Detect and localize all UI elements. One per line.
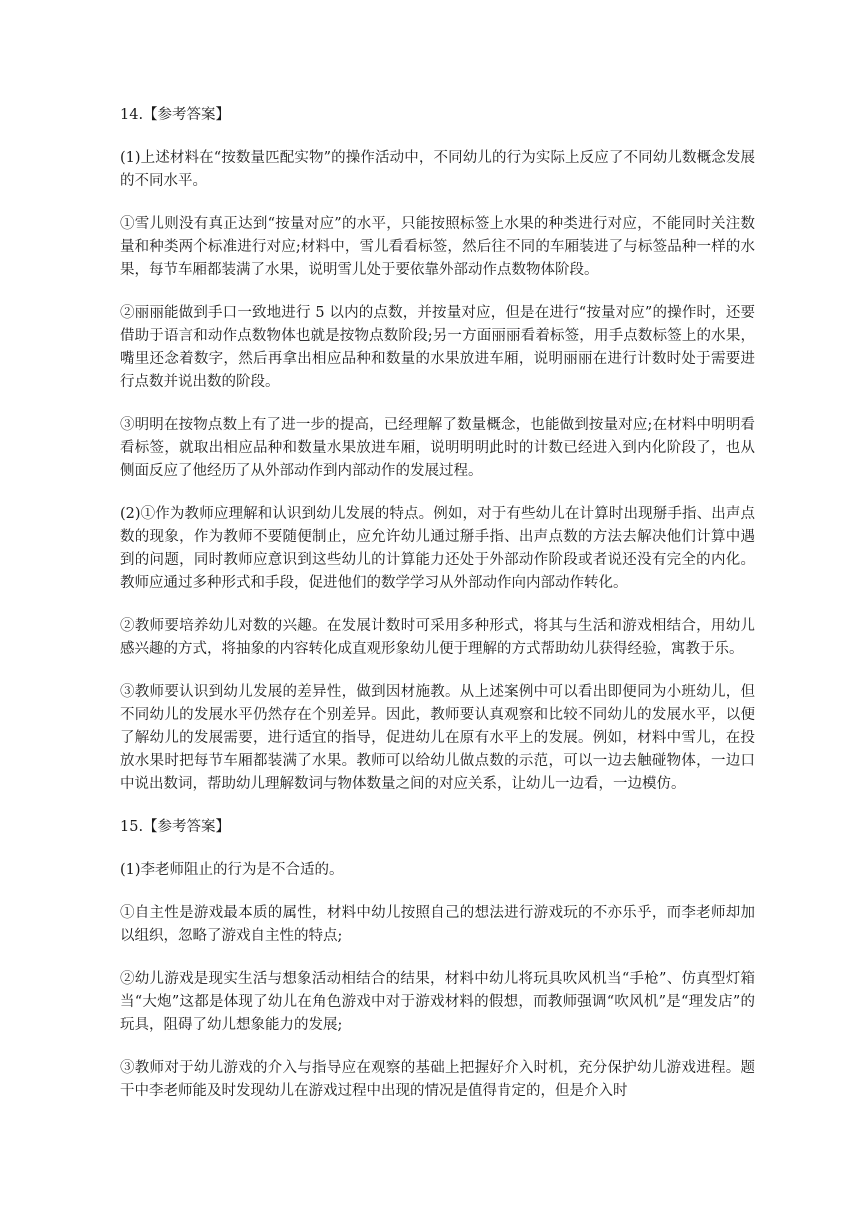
q15-part1-point1: ①自主性是游戏最本质的属性，材料中幼儿按照自己的想法进行游戏玩的不亦乐乎，而李老师却加以组织，忽略了游戏自主性的特点; <box>120 905 755 944</box>
q14-part2-point1: (2)①作为教师应理解和认识到幼儿发展的特点。例如，对于有些幼儿在计算时出现掰手指、出声点数的现象，作为教师不要随便制止，应允许幼儿通过掰手指、出声点数的方法去解决他们计算中遇到的问题，同时教师应意识到这些幼儿的计算能力还处于外部动作阶段或者说还没有完全的内化。教师应通过多种形式和手段，促进他们的数学学习从外部动作向内部动作转化。 <box>120 506 755 591</box>
q15-heading: 15.【参考答案】 <box>120 819 231 835</box>
q15-part1-point2: ②幼儿游戏是现实生活与想象活动相结合的结果，材料中幼儿将玩具吹风机当“手枪”、仿真型灯箱当“大炮”这都是体现了幼儿在角色游戏中对于游戏材料的假想，而教师强调“吹风机”是“理发店”的玩具，阻碍了幼儿想象能力的发展; <box>120 971 755 1033</box>
q14-part1-point1: ①雪儿则没有真正达到“按量对应”的水平，只能按照标签上水果的种类进行对应，不能同时关注数量和种类两个标准进行对应;材料中，雪儿看看标签，然后往不同的车厢装进了与标签品种一样的水果，每节车厢都装满了水果，说明雪儿处于要依靠外部动作点数物体阶段。 <box>120 216 755 278</box>
q14-part1-point3: ③明明在按物点数上有了进一步的提高，已经理解了数量概念，也能做到按量对应;在材料中明明看看标签，就取出相应品种和数量水果放进车厢，说明明明此时的计数已经进入到内化阶段了，也从侧面反应了他经历了从外部动作到内部动作的发展过程。 <box>120 417 755 479</box>
q14-part1-point2: ②丽丽能做到手口一致地进行 5 以内的点数，并按量对应，但是在进行“按量对应”的操作时，还要借助于语言和动作点数物体也就是按物点数阶段;另一方面丽丽看着标签，用手点数标签上的水果，嘴里还念着数字，然后再拿出相应品种和数量的水果放进车厢，说明丽丽在进行计数时处于需要进行点数并说出数的阶段。 <box>120 305 755 390</box>
q14-part1-intro: (1)上述材料在“按数量匹配实物”的操作活动中，不同幼儿的行为实际上反应了不同幼儿数概念发展的不同水平。 <box>120 150 755 189</box>
q15-part1-point3: ③教师对于幼儿游戏的介入与指导应在观察的基础上把握好介入时机，充分保护幼儿游戏进程。题干中李老师能及时发现幼儿在游戏过程中出现的情况是值得肯定的，但是介入时 <box>120 1060 755 1099</box>
q14-part2-point2: ②教师要培养幼儿对数的兴趣。在发展计数时可采用多种形式，将其与生活和游戏相结合，用幼儿感兴趣的方式，将抽象的内容转化成直观形象幼儿便于理解的方式帮助幼儿获得经验，寓教于乐。 <box>120 618 755 657</box>
q14-heading: 14.【参考答案】 <box>120 107 231 123</box>
q14-part2-point3: ③教师要认识到幼儿发展的差异性，做到因材施教。从上述案例中可以看出即便同为小班幼儿，但不同幼儿的发展水平仍然存在个别差异。因此，教师要认真观察和比较不同幼儿的发展水平，以便了解幼儿的发展需要，进行适宜的指导，促进幼儿在原有水平上的发展。例如，材料中雪儿，在投放水果时把每节车厢都装满了水果。教师可以给幼儿做点数的示范，可以一边去触碰物体，一边口中说出数词，帮助幼儿理解数词与物体数量之间的对应关系，让幼儿一边看，一边模仿。 <box>120 684 755 792</box>
q15-part1-intro: (1)李老师阻止的行为是不合适的。 <box>120 862 344 878</box>
